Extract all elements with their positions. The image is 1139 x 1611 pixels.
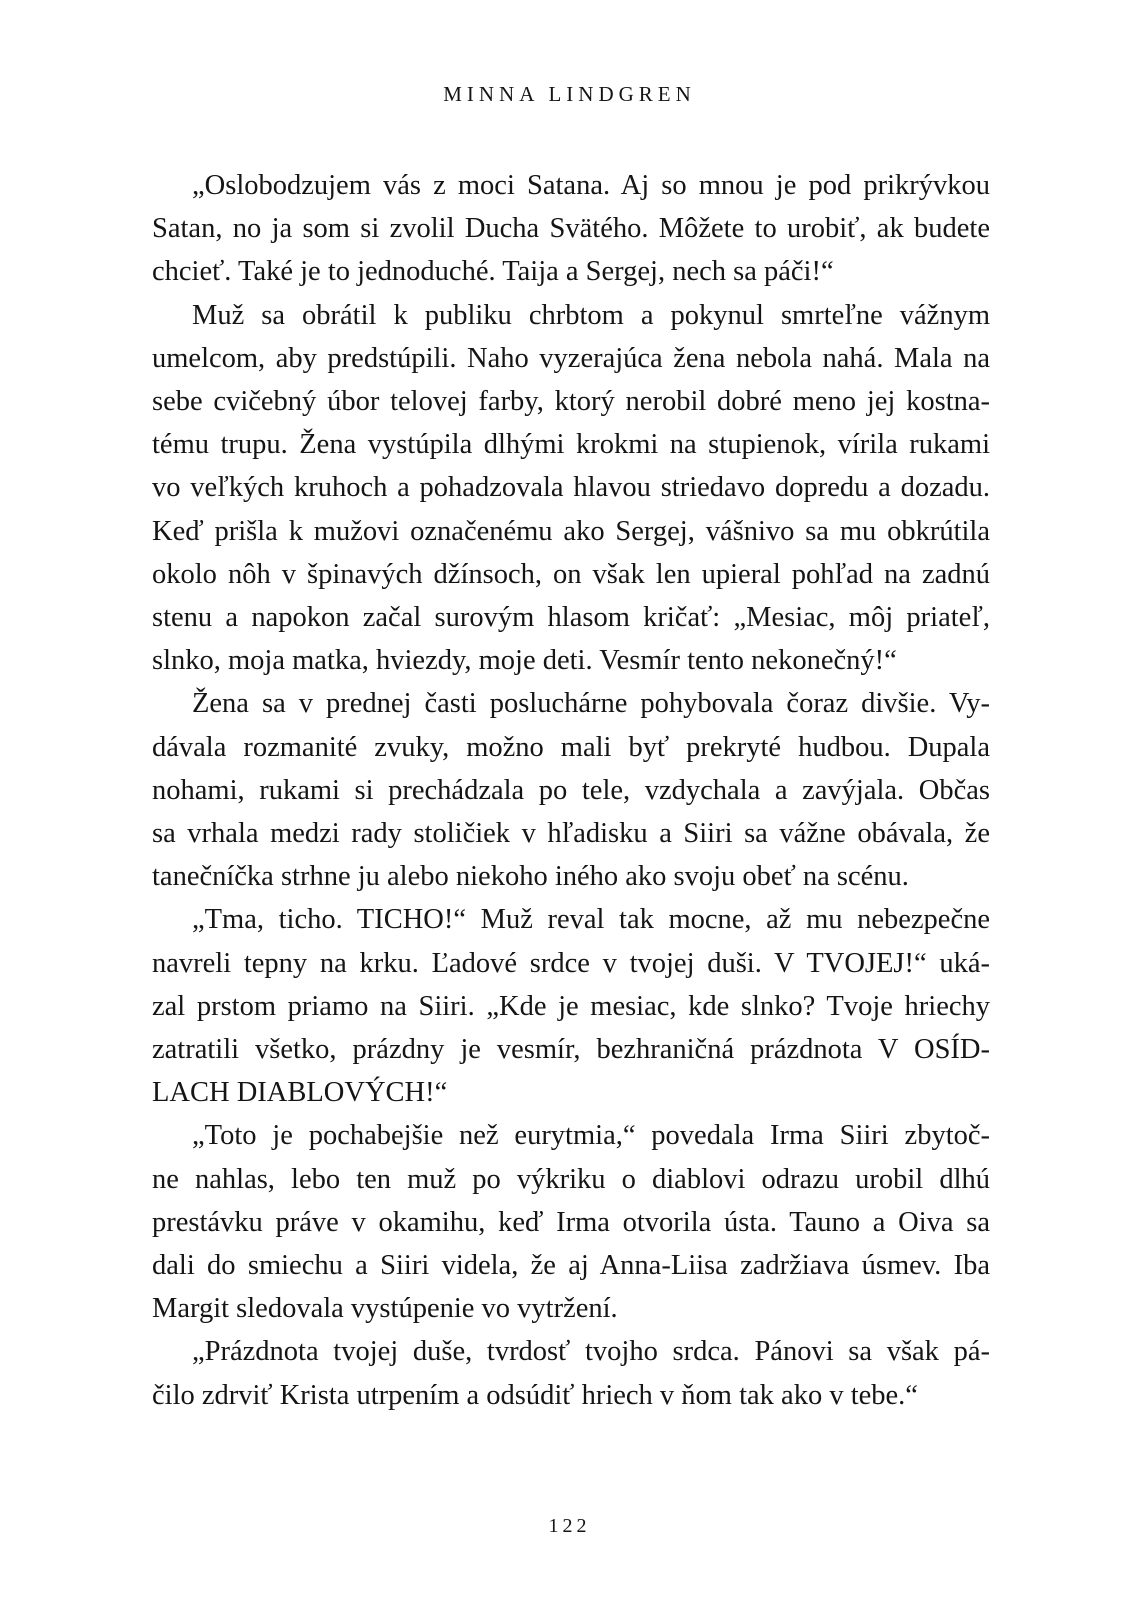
text-line: Margit sledovala vystúpenie vo vytržení. (152, 1293, 618, 1325)
text-line: ne nahlas, lebo ten muž po výkriku o diablovi odrazu urobil dlhú (152, 1163, 990, 1195)
text-line: zal prstom priamo na Siiri. „Kde je mesiac, kde slnko? Tvoje hriechy (152, 990, 990, 1022)
text-line: čilo zdrviť Krista utrpením a odsúdiť hriech v ňom tak ako v tebe.“ (152, 1379, 918, 1411)
text-line: zatratili všetko, prázdny je vesmír, bezhraničná prázdnota V OSÍD- (152, 1034, 990, 1066)
text-line: Žena sa v prednej časti posluchárne pohybovala čoraz divšie. Vy- (192, 688, 990, 720)
paragraph (152, 164, 990, 294)
text-line: tanečníčka strhne ju alebo niekoho iného ako svoju obeť na scénu. (152, 861, 909, 893)
running-header: MINNA LINDGREN (443, 82, 696, 106)
paragraph (152, 294, 990, 683)
text-line: tému trupu. Žena vystúpila dlhými krokmi na stupienok, vírila rukami (152, 429, 990, 461)
paragraph (152, 1114, 990, 1330)
text-line: sa vrhala medzi rady stoličiek v hľadisku a Siiri sa vážne obávala, že (152, 818, 990, 850)
text-line: okolo nôh v špinavých džínsoch, on však len upieral pohľad na zadnú (152, 558, 990, 590)
text-line: „Tma, ticho. TICHO!“ Muž reval tak mocne, až mu nebezpečne (192, 904, 990, 936)
text-line: umelcom, aby predstúpili. Naho vyzerajúca žena nebola nahá. Mala na (152, 342, 990, 374)
text-line: navreli tepny na krku. Ľadové srdce v tvojej duši. V TVOJEJ!“ uká- (152, 947, 990, 979)
text-line: Keď prišla k mužovi označenému ako Sergej, vášnivo sa mu obkrútila (152, 515, 990, 547)
text-line: stenu a napokon začal surovým hlasom kričať: „Mesiac, môj priateľ, (152, 602, 990, 634)
text-line: slnko, moja matka, hviezdy, moje deti. Vesmír tento nekonečný!“ (152, 645, 897, 677)
text-line: „Oslobodzujem vás z moci Satana. Aj so mnou je pod prikrývkou (192, 170, 990, 201)
page-body (152, 164, 990, 1417)
text-line: dávala rozmanité zvuky, možno mali byť prekryté hudbou. Dupala (152, 731, 990, 763)
text-line: „Toto je pochabejšie než eurytmia,“ povedala Irma Siiri zbytoč- (192, 1120, 990, 1152)
text-line: dali do smiechu a Siiri videla, že aj Anna-Liisa zadržiava úsmev. Iba (152, 1250, 990, 1282)
text-line: vo veľkých kruhoch a pohadzovala hlavou striedavo dopredu a dozadu. (152, 472, 990, 504)
text-line: chcieť. Také je to jednoduché. Taija a Sergej, nech sa páči!“ (152, 256, 834, 288)
text-line: nohami, rukami si prechádzala po tele, vzdychala a zavýjala. Občas (152, 774, 990, 806)
text-line: sebe cvičebný úbor telovej farby, ktorý nerobil dobré meno jej kostna- (152, 386, 990, 418)
text-line: Satan, no ja som si zvolil Ducha Svätého. Môžete to urobiť, ak budete (152, 213, 990, 245)
paragraph (152, 682, 990, 898)
text-line: „Prázdnota tvojej duše, tvrdosť tvojho srdca. Pánovi sa však pá- (192, 1336, 990, 1368)
paragraph (152, 898, 990, 1114)
text-line: Muž sa obrátil k publiku chrbtom a pokynul smrteľne vážnym (192, 299, 990, 331)
paragraph (152, 1330, 990, 1416)
text-line: LACH DIABLOVÝCH!“ (152, 1077, 448, 1109)
text-line: prestávku práve v okamihu, keď Irma otvorila ústa. Tauno a Oiva sa (152, 1206, 990, 1238)
page-number: 122 (548, 1515, 591, 1537)
